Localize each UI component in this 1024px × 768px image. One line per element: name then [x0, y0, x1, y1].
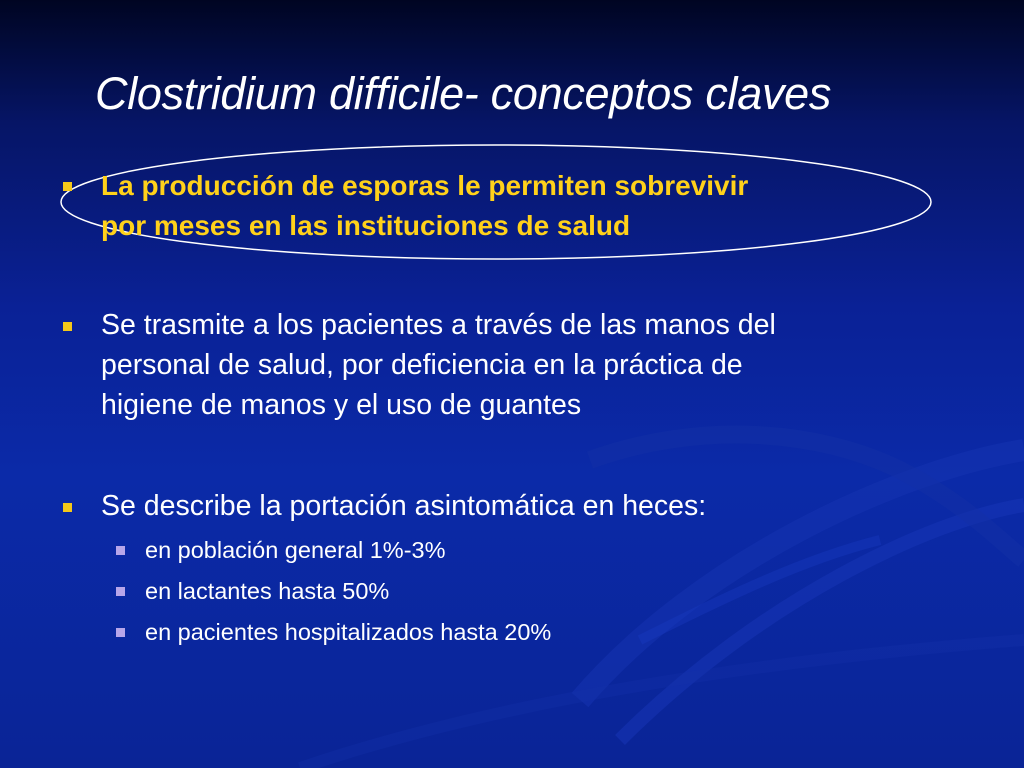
sub-bullet-marker-icon [116, 587, 125, 596]
bullet-item-carriage [101, 486, 706, 526]
sub-bullet-marker-icon [116, 628, 125, 637]
bullet-line: Se describe la portación asintomática en heces: [101, 490, 707, 522]
slide-title: Clostridium difficile- conceptos claves [95, 68, 832, 119]
bullet-item-spores [101, 166, 748, 246]
bullet-line: personal de salud, por deficiencia en la práctica de [101, 349, 743, 381]
sub-bullet-marker-icon [116, 546, 125, 555]
bullet-line: por meses en las instituciones de salud [101, 210, 631, 241]
sub-bullet-infants: en lactantes hasta 50% [145, 578, 390, 604]
bullet-marker-icon [63, 503, 72, 512]
sub-bullet-general-population: en población general 1%-3% [145, 537, 446, 563]
bullet-marker-icon [63, 322, 72, 331]
bullet-line: higiene de manos y el uso de guantes [101, 389, 582, 421]
bullet-line: La producción de esporas le permiten sobrevivir [101, 170, 749, 201]
bullet-marker-icon [63, 182, 72, 191]
sub-bullet-hospitalized: en pacientes hospitalizados hasta 20% [145, 619, 552, 645]
bullet-line: Se trasmite a los pacientes a través de las manos del [101, 309, 776, 341]
bullet-item-transmission [101, 305, 776, 425]
